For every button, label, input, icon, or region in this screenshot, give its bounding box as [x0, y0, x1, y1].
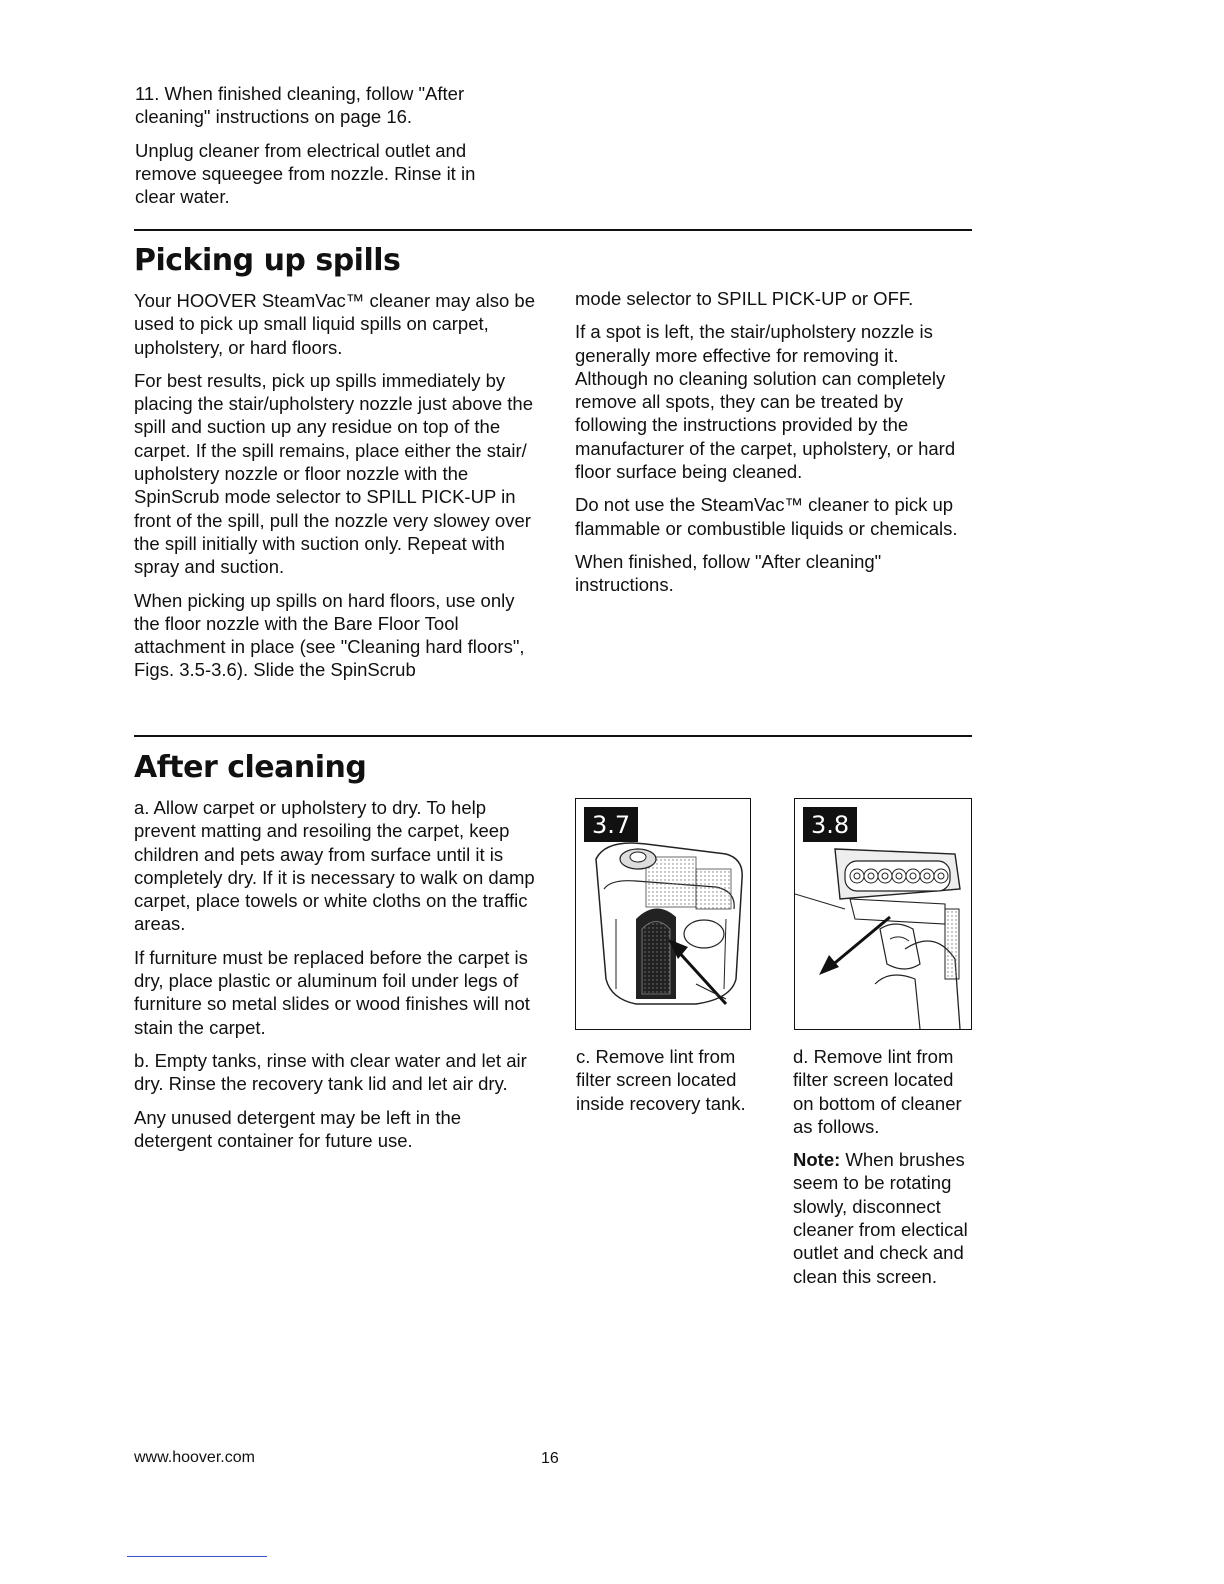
after-para-b: b. Empty tanks, rinse with clear water and let air dry. Rinse the recovery tank lid and let air dry.	[134, 1049, 527, 1095]
caption-d: d. Remove lint from filter screen located on bottom of cleaner as follows.	[793, 1046, 962, 1137]
spills-para-5: If a spot is left, the stair/upholstery nozzle is generally more effective for removing it. Although no cleaning solution can completely remove all spots, they can be treated by following the instructions provided by the manufacturer of the carpet, upholstery, or hard floor surface being cleaned.	[575, 321, 956, 483]
note-paragraph	[793, 1148, 975, 1288]
spills-para-4: mode selector to SPILL PICK-UP or OFF.	[575, 288, 914, 309]
figure-3-8-caption	[793, 1045, 975, 1298]
after-heading: After cleaning	[134, 750, 367, 785]
figure-3-7-caption	[576, 1045, 758, 1125]
after-para-a: a. Allow carpet or upholstery to dry. To help prevent matting and resoiling the carpet, keep children and pets away from surface until it is completely dry. If it is necessary to walk on damp carpet, place towels or white cloths on the traffic areas.	[134, 797, 535, 935]
after-para-detergent: Any unused detergent may be left in the detergent container for future use.	[134, 1106, 462, 1151]
figure-3-7-label: 3.7	[584, 807, 638, 842]
spills-right-column	[575, 287, 970, 607]
caption-c: c. Remove lint from filter screen located inside recovery tank.	[576, 1046, 746, 1114]
spills-heading: Picking up spills	[134, 243, 401, 278]
bottom-edge-line	[127, 1556, 267, 1557]
spills-para-6: Do not use the SteamVac™ cleaner to pick up flammable or combustible liquids or chemicals.	[575, 494, 958, 539]
footer-url: www.hoover.com	[134, 1449, 255, 1466]
divider-1	[134, 229, 972, 231]
figure-3-7	[575, 798, 751, 1030]
step-11-text: 11. When finished cleaning, follow "After cleaning" instructions on page 16.	[135, 83, 465, 128]
top-intro	[135, 82, 510, 218]
after-para-furniture: If furniture must be replaced before the carpet is dry, place plastic or aluminum foil under legs of furniture so metal slides or wood finishes will not stain the carpet.	[134, 946, 530, 1038]
figure-3-8	[794, 798, 972, 1030]
after-left-column	[134, 796, 536, 1162]
note-label: Note:	[793, 1149, 841, 1171]
page-number: 16	[541, 1450, 559, 1467]
divider-2	[134, 735, 972, 737]
spills-left-column	[134, 289, 536, 692]
spills-para-2: For best results, pick up spills immediately by placing the stair/upholstery nozzle just above the spill and suction up any residue on top of the carpet. If the spill remains, place either the stair/ upholstery nozzle or floor nozzle with the SpinScrub mode selector to SPILL PICK-UP in front of the spill, pull the nozzle very slowey over the spill initially with suction only. Repeat with spray and suction.	[134, 369, 534, 578]
unplug-text: Unplug cleaner from electrical outlet and remove squeegee from nozzle. Rinse it in clear water.	[135, 139, 476, 208]
figure-3-8-label: 3.8	[803, 807, 857, 842]
spills-para-3: When picking up spills on hard floors, use only the floor nozzle with the Bare Floor Tool attachment in place (see "Cleaning hard floors", Figs. 3.5-3.6). Slide the SpinScrub	[134, 589, 525, 681]
spills-para-1: Your HOOVER SteamVac™ cleaner may also be used to pick up small liquid spills on carpet, upholstery, or hard floors.	[134, 290, 536, 358]
note-text: When brushes seem to be rotating slowly, disconnect cleaner from electical outlet and check and clean this screen.	[793, 1149, 968, 1287]
spills-para-7: When finished, follow "After cleaning" instructions.	[575, 550, 882, 596]
